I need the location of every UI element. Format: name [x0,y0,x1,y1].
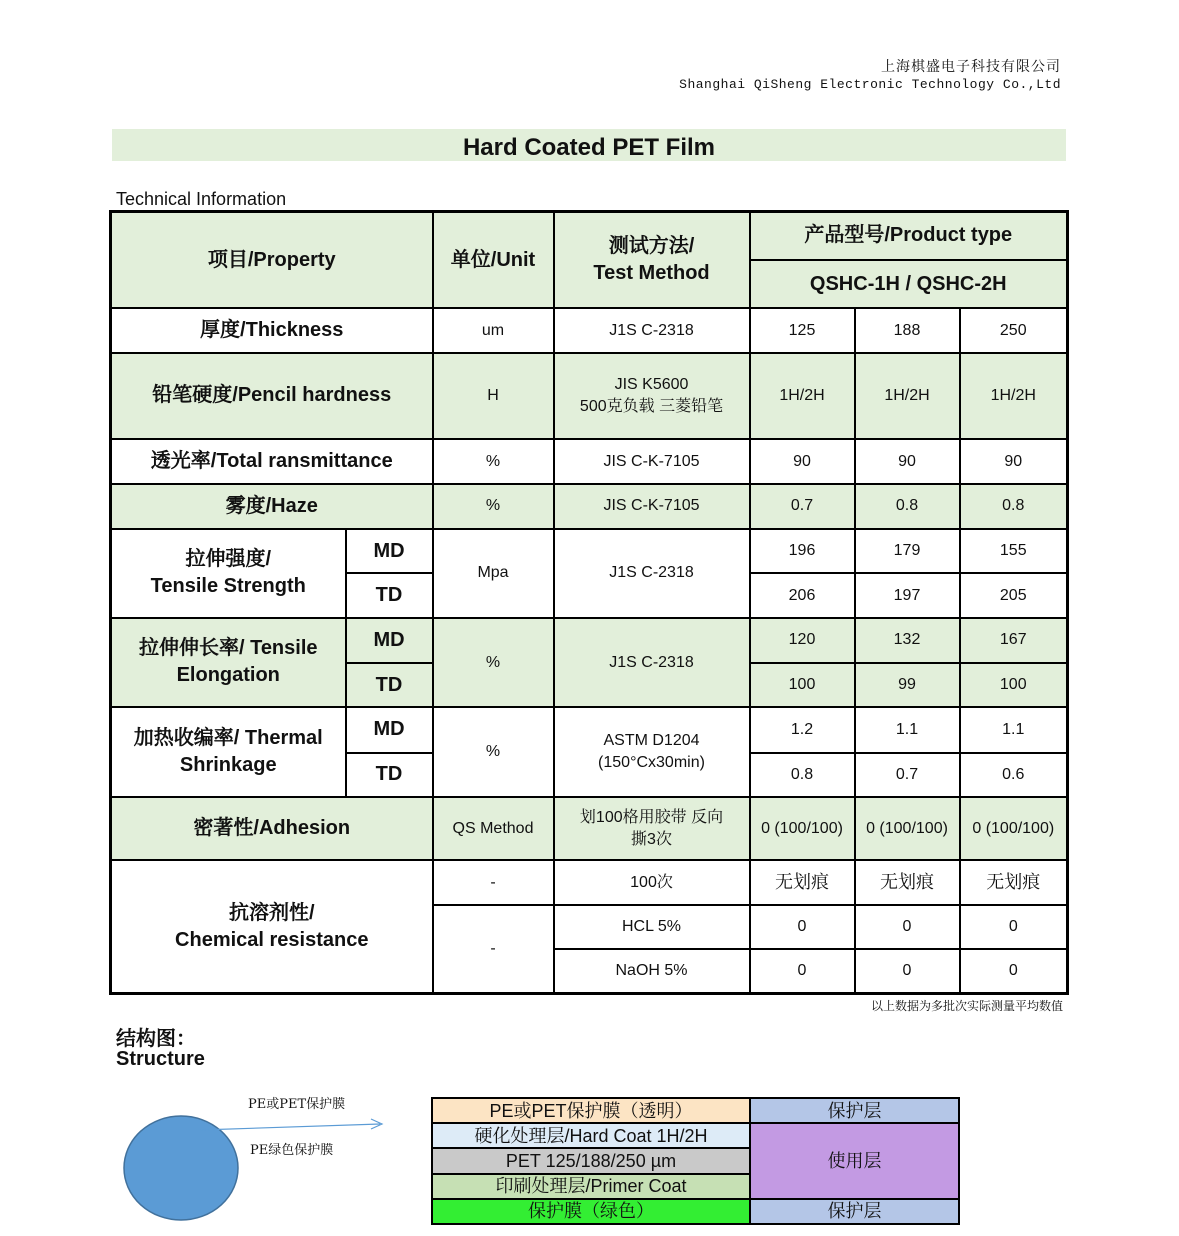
layer-primer-coat: 印刷处理层/Primer Coat [432,1174,750,1199]
value-cell: 196 [750,529,855,573]
layer-green-protective-film: 保护膜（绿色） [432,1199,750,1224]
table-row-pencil-hardness [111,353,1068,440]
header-property: 项目/Property [111,212,433,309]
value-cell: 无划痕 [750,860,855,904]
footnote: 以上数据为多批次实际测量平均数值 [870,999,1063,1013]
value-cell: 0.7 [750,484,855,529]
unit-cell: % [433,618,554,708]
property-label: 雾度/Haze [111,484,433,529]
unit-cell: % [433,707,554,797]
value-cell: 0 (100/100) [855,797,960,860]
direction-label-td: TD [346,753,433,797]
film-roll-diagram [118,1100,398,1225]
company-name-cn: 上海棋盛电子科技有限公司 [881,59,1061,75]
value-cell: 0 [855,949,960,993]
role-protective-bottom: 保护层 [750,1199,959,1224]
value-cell: 90 [750,439,855,483]
header-unit: 单位/Unit [433,212,554,309]
unit-cell: - [433,860,554,904]
value-cell: 125 [750,308,855,352]
value-cell: 0 [960,905,1068,949]
value-cell: 1H/2H [750,353,855,440]
value-cell: 0 [750,949,855,993]
company-name-en: Shanghai QiSheng Electronic Technology Co.,Ltd [679,77,1061,92]
property-label: 抗溶剂性/ Chemical resistance [111,860,433,993]
value-cell: 197 [855,573,960,617]
value-cell: 167 [960,618,1068,663]
method-cell: 100次 [554,860,750,904]
method-cell: JIS C-K-7105 [554,484,750,529]
value-cell: 0.8 [855,484,960,529]
unit-cell: % [433,439,554,483]
header-product-type: 产品型号/Product type [750,212,1068,260]
value-cell: 188 [855,308,960,352]
value-cell: 90 [960,439,1068,483]
film-roll-circle [124,1116,238,1220]
direction-label-md: MD [346,707,433,752]
value-cell: 206 [750,573,855,617]
layer-hard-coat: 硬化处理层/Hard Coat 1H/2H [432,1123,750,1148]
property-label: 加热收编率/ Thermal Shrinkage [111,707,346,797]
value-cell: 179 [855,529,960,573]
property-label: 拉伸强度/ Tensile Strength [111,529,346,618]
role-protective-top: 保护层 [750,1098,959,1123]
table-row-chemical-1 [111,860,1068,904]
value-cell: 0.8 [960,484,1068,529]
label-pe-pet-film: PE或PET保护膜 [248,1097,346,1112]
value-cell: 0.7 [855,753,960,797]
direction-label-td: TD [346,573,433,617]
value-cell: 1.1 [960,707,1068,752]
spec-table [109,210,1069,995]
layer-pet: PET 125/188/250 µm [432,1148,750,1173]
value-cell: 0 [750,905,855,949]
document-title: Hard Coated PET Film [112,129,1066,161]
value-cell: 0 (100/100) [750,797,855,860]
value-cell: 无划痕 [855,860,960,904]
value-cell: 0.8 [750,753,855,797]
method-cell: ASTM D1204 (150°Cx30min) [554,707,750,797]
table-row-adhesion [111,797,1068,860]
direction-label-td: TD [346,663,433,707]
table-row-transmittance [111,439,1068,483]
unit-cell: Mpa [433,529,554,618]
unit-cell: QS Method [433,797,554,860]
value-cell: 205 [960,573,1068,617]
method-cell: 划100格用胶带 反向 撕3次 [554,797,750,860]
layer-protective-film: PE或PET保护膜（透明） [432,1098,750,1123]
table-row-haze [111,484,1068,529]
value-cell: 90 [855,439,960,483]
value-cell: 0 (100/100) [960,797,1068,860]
role-functional: 使用层 [750,1123,959,1199]
table-row-tensile-strength-md [111,529,1068,573]
property-label: 透光率/Total ransmittance [111,439,433,483]
value-cell: 155 [960,529,1068,573]
value-cell: 120 [750,618,855,663]
section-label: Technical Information [116,189,287,209]
value-cell: 1.2 [750,707,855,752]
direction-label-md: MD [346,529,433,573]
method-cell: NaOH 5% [554,949,750,993]
unit-cell: H [433,353,554,440]
property-label: 铅笔硬度/Pencil hardness [111,353,433,440]
value-cell: 1H/2H [960,353,1068,440]
value-cell: 0.6 [960,753,1068,797]
unit-cell: % [433,484,554,529]
value-cell: 100 [960,663,1068,707]
value-cell: 0 [960,949,1068,993]
table-row-elongation-md [111,618,1068,663]
method-cell: J1S C-2318 [554,618,750,708]
value-cell: 1.1 [855,707,960,752]
value-cell: 0 [855,905,960,949]
property-label: 密著性/Adhesion [111,797,433,860]
structure-title-cn: 结构图： [116,1028,196,1050]
value-cell: 无划痕 [960,860,1068,904]
value-cell: 250 [960,308,1068,352]
method-cell: J1S C-2318 [554,308,750,352]
header-model: QSHC-1H / QSHC-2H [750,260,1068,308]
unit-cell: - [433,905,554,994]
structure-title-en: Structure [116,1048,205,1070]
value-cell: 99 [855,663,960,707]
arrow-line [200,1124,380,1130]
value-cell: 1H/2H [855,353,960,440]
table-row-shrinkage-md [111,707,1068,752]
method-cell: JIS C-K-7105 [554,439,750,483]
property-label: 厚度/Thickness [111,308,433,352]
unit-cell: um [433,308,554,352]
header-test-method: 测试方法/ Test Method [554,212,750,309]
value-cell: 100 [750,663,855,707]
value-cell: 132 [855,618,960,663]
table-row-thickness [111,308,1068,352]
layer-structure-table [431,1097,960,1225]
direction-label-md: MD [346,618,433,663]
method-cell: J1S C-2318 [554,529,750,618]
property-label: 拉伸伸长率/ Tensile Elongation [111,618,346,708]
method-cell: JIS K5600 500克负载 三菱铅笔 [554,353,750,440]
method-cell: HCL 5% [554,905,750,949]
label-pe-green-film: PE绿色保护膜 [250,1143,334,1158]
